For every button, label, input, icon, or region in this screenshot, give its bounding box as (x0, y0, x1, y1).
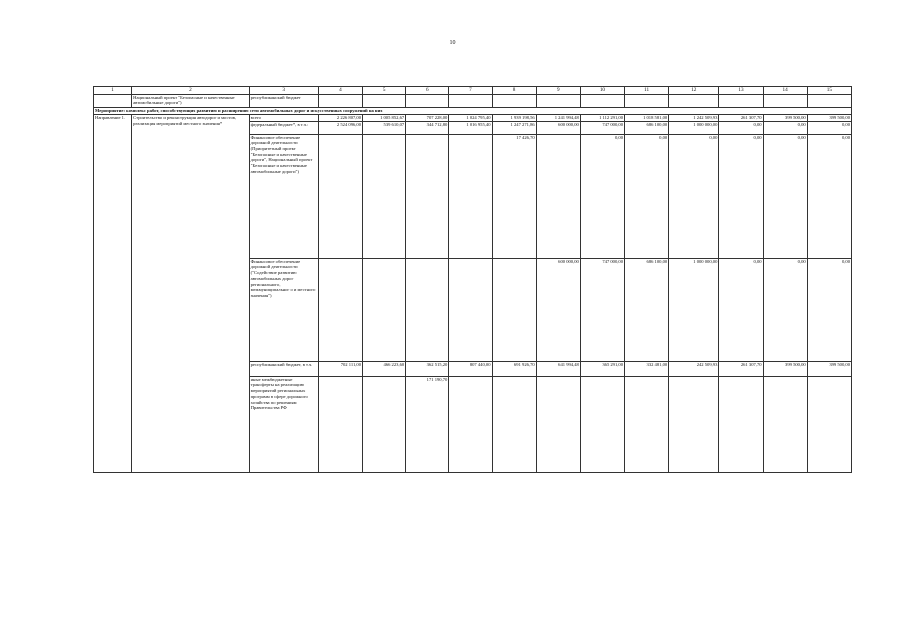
cell-value: 0,00 (669, 134, 719, 258)
cell-value: 242 509,93 (669, 362, 719, 376)
cell-value: 1 024 795,40 (449, 115, 492, 122)
row-source: республиканский бюджет, в т.ч. (249, 362, 318, 376)
column-header: 14 (763, 87, 807, 95)
column-header-row (94, 87, 852, 95)
cell-value (625, 376, 669, 472)
cell-value: 0,00 (719, 134, 763, 258)
cell-value: 362 515,20 (406, 362, 449, 376)
column-header: 7 (449, 87, 492, 95)
cell-value: 399 500,00 (763, 362, 807, 376)
cell-value: 1 242 509,93 (669, 115, 719, 122)
row-source: федеральный бюджет*, в т.ч.: (249, 122, 318, 134)
cell-value: 332 481,00 (625, 362, 669, 376)
cell-value: 1 016 955,40 (449, 122, 492, 134)
column-header: 3 (249, 87, 318, 95)
cell-value: 702 111,00 (318, 362, 362, 376)
column-header: 1 (94, 87, 132, 95)
column-header: 15 (807, 87, 851, 95)
column-header: 11 (625, 87, 669, 95)
cell-value: 0,00 (763, 122, 807, 134)
cell-value: 1 000 000,00 (669, 258, 719, 361)
cell-value (807, 376, 851, 472)
cell-value: 399 500,00 (807, 362, 851, 376)
cell-value: 1 247 271,86 (492, 122, 536, 134)
cell-value: 686 100,00 (625, 258, 669, 361)
cell-value (763, 376, 807, 472)
cell-value: 0,00 (807, 258, 851, 361)
cell-value (406, 258, 449, 361)
cell-value: 0,00 (580, 134, 624, 258)
cell-value (536, 376, 580, 472)
cell-value: 707 228,00 (406, 115, 449, 122)
column-header: 13 (719, 87, 763, 95)
cell-value (363, 258, 406, 361)
column-header: 6 (406, 87, 449, 95)
section-row (94, 108, 852, 115)
cell-value: 691 926,70 (492, 362, 536, 376)
cell-value (406, 134, 449, 258)
cell-value (363, 134, 406, 258)
column-header: 10 (580, 87, 624, 95)
cell-value: 641 994,48 (536, 362, 580, 376)
cell-value: 0,00 (763, 134, 807, 258)
cell-value: 399 500,00 (763, 115, 807, 122)
cell-value: 1 112 291,00 (580, 115, 624, 122)
page-number: 10 (449, 40, 456, 46)
cell-value (449, 258, 492, 361)
cell-value: 2 524 096,00 (318, 122, 362, 134)
cell-value (363, 376, 406, 472)
cell-value: 747 000,00 (580, 258, 624, 361)
project-source: республиканский бюджет (249, 94, 318, 107)
direction-label: Направление 1. (94, 115, 132, 473)
cell-value: 1 000 000,00 (669, 122, 719, 134)
cell-value: 261 307,70 (719, 362, 763, 376)
cell-value (449, 376, 492, 472)
cell-value: 0,00 (763, 258, 807, 361)
cell-value (318, 134, 362, 258)
cell-value: 17 426,70 (492, 134, 536, 258)
cell-value: 807 440,00 (449, 362, 492, 376)
cell-value: 747 000,00 (580, 122, 624, 134)
cell-value: 1 005 852,67 (363, 115, 406, 122)
cell-value: 0,00 (807, 134, 851, 258)
cell-value (669, 376, 719, 472)
direction-name: Строительство и реконструкция автодорог и мостов, реализация мероприятий местного значения* (132, 115, 249, 473)
cell-value (536, 134, 580, 258)
cell-value: 0,00 (719, 258, 763, 361)
row-source: всего (249, 115, 318, 122)
cell-value: 466 223,60 (363, 362, 406, 376)
cell-value (580, 376, 624, 472)
cell-value: 1 018 581,00 (625, 115, 669, 122)
cell-value (492, 258, 536, 361)
cell-value: 0,00 (719, 122, 763, 134)
column-header: 5 (363, 87, 406, 95)
table-row (94, 115, 852, 122)
cell-value (318, 376, 362, 472)
cell-value: 344 712,80 (406, 122, 449, 134)
cell-value: 0,00 (625, 134, 669, 258)
cell-value: 2 226 807,00 (318, 115, 362, 122)
row-source: Финансовое обеспечение дорожной деятельности ("Содействие развитию автомобильных дорог регионального, межмуниципальног о и местного значения") (249, 258, 318, 361)
row-source: Финансовое обеспечение дорожной деятельности (Приоритетный проект "Безопасные и качественные дороги", Национальный проект "Безопасные и качественные автомобильные дороги") (249, 134, 318, 258)
column-header: 8 (492, 87, 536, 95)
cell-value: 171 190,70 (406, 376, 449, 472)
column-header: 12 (669, 87, 719, 95)
row-source: иные межбюджетные трансферты на реализацию мероприятий региональных программ в сфере дорожного хозяйства по решениям Правительства РФ (249, 376, 318, 472)
project-name: Национальный проект "Безопасные и качественные автомобильные дороги") (132, 94, 249, 107)
cell-value: 1 939 198,56 (492, 115, 536, 122)
cell-value (492, 376, 536, 472)
column-header: 9 (536, 87, 580, 95)
budget-table (93, 86, 852, 473)
cell-value: 600 000,00 (536, 122, 580, 134)
cell-value: 600 000,00 (536, 258, 580, 361)
project-row (94, 94, 852, 107)
cell-value: 399 500,00 (807, 115, 851, 122)
column-header: 4 (318, 87, 362, 95)
cell-value (449, 134, 492, 258)
cell-value: 0,00 (807, 122, 851, 134)
cell-value: 1 241 994,48 (536, 115, 580, 122)
cell-value: 686 100,00 (625, 122, 669, 134)
column-header: 2 (132, 87, 249, 95)
cell-value: 261 307,70 (719, 115, 763, 122)
cell-value (719, 376, 763, 472)
section-title: Мероприятие: комплекс работ, способствующих развитию и расширению сети автомобильных дорог и искусственных сооружений на них (94, 108, 852, 115)
cell-value: 365 291,00 (580, 362, 624, 376)
cell-value (318, 258, 362, 361)
cell-value: 539 610,07 (363, 122, 406, 134)
